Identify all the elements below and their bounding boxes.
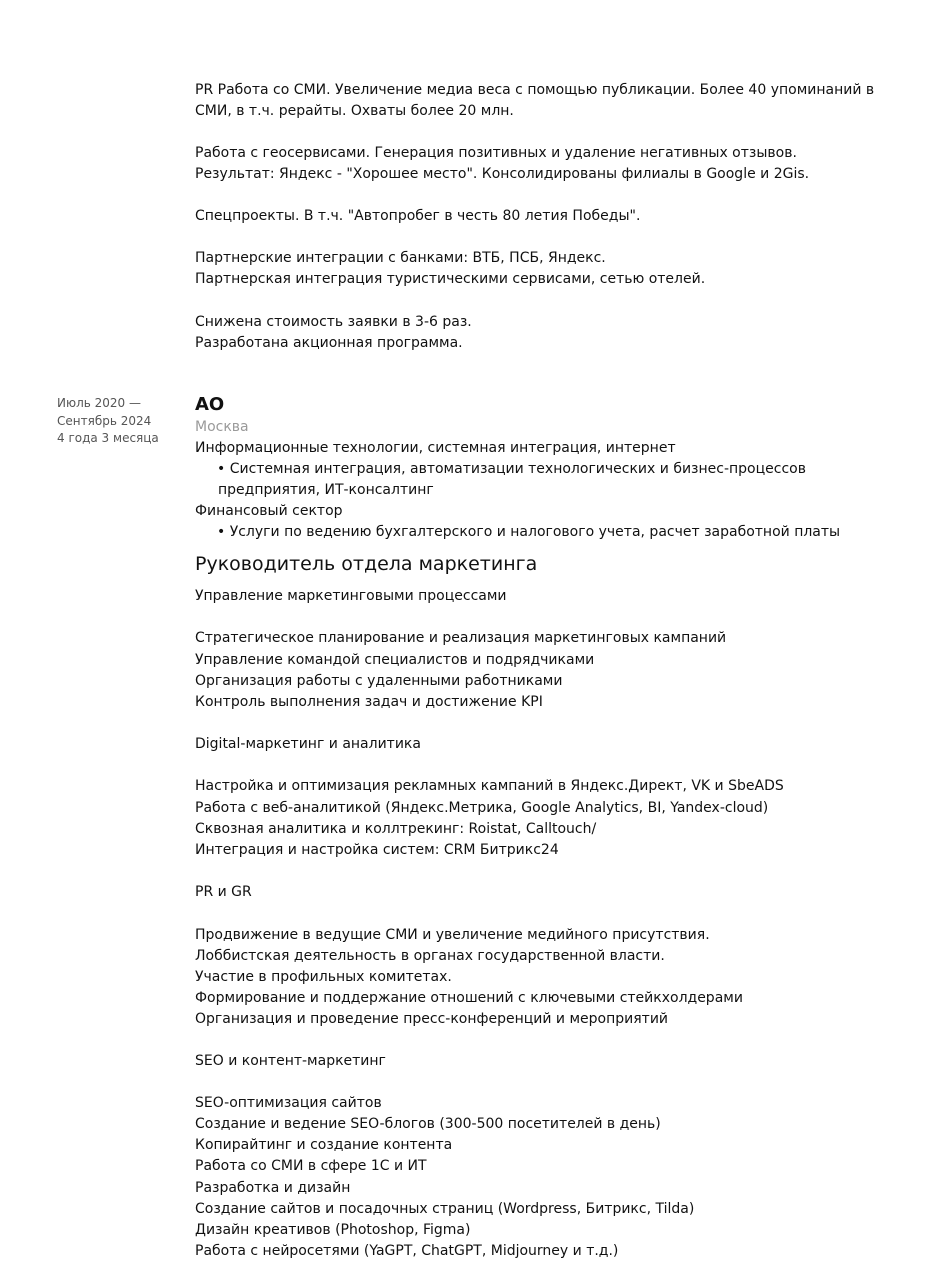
responsibility-line: Организация работы с удаленными работниками	[195, 673, 563, 689]
job-period-start: Июль 2020 —	[57, 396, 141, 410]
responsibility-line: Лоббистская деятельность в органах государственной власти.	[195, 948, 665, 964]
responsibility-line: Создание сайтов и посадочных страниц (Wordpress, Битрикс, Tilda)	[195, 1201, 695, 1217]
responsibility-line: SEO и контент-маркетинг	[195, 1053, 386, 1069]
responsibility-line: Копирайтинг и создание контента	[195, 1137, 453, 1153]
industry-line: Финансовый сектор	[195, 503, 343, 519]
responsibility-line: Digital-маркетинг и аналитика	[195, 736, 421, 752]
company-city: Москва	[195, 419, 249, 435]
responsibility-line: SEO-оптимизация сайтов	[195, 1095, 382, 1111]
responsibility-line: Работа с веб-аналитикой (Яндекс.Метрика, Google Analytics, BI, Yandex-cloud)	[195, 800, 769, 816]
job-period-end: Сентябрь 2024	[57, 413, 152, 428]
responsibility-line: Работа с нейросетями (YaGPT, ChatGPT, Midjourney и т.д.)	[195, 1243, 619, 1259]
job-duration: 4 года 3 месяца	[57, 431, 159, 445]
responsibility-line: Формирование и поддержание отношений с ключевыми стейкхолдерами	[195, 990, 743, 1006]
prev-job-line: PR Работа со СМИ. Увеличение медиа веса с помощью публикации. Более 40 упоминаний в	[195, 82, 875, 98]
responsibility-line: PR и GR	[195, 884, 252, 900]
prev-job-line: Работа с геосервисами. Генерация позитивных и удаление негативных отзывов.	[195, 145, 797, 161]
responsibility-line: Интеграция и настройка систем: CRM Битрикс24	[195, 842, 559, 858]
position-title: Руководитель отдела маркетинга	[195, 553, 538, 575]
prev-job-line: СМИ, в т.ч. рерайты. Охваты более 20 млн.	[195, 103, 514, 119]
industry-bullet-continuation: предприятия, ИТ-консалтинг	[218, 482, 434, 498]
prev-job-line: Снижена стоимость заявки в 3-6 раз.	[195, 314, 472, 330]
prev-job-line: Спецпроекты. В т.ч. "Автопробег в честь 80 летия Победы".	[195, 208, 641, 224]
responsibility-line: Разработка и дизайн	[195, 1180, 351, 1196]
industry-bullet: • Системная интеграция, автоматизации технологических и бизнес-процессов	[217, 461, 806, 477]
industry-line: Информационные технологии, системная интеграция, интернет	[195, 440, 676, 456]
responsibility-line: Организация и проведение пресс-конференций и мероприятий	[195, 1011, 669, 1027]
responsibility-line: Контроль выполнения задач и достижение KPI	[195, 694, 543, 710]
responsibility-line: Работа со СМИ в сфере 1С и ИТ	[195, 1158, 427, 1174]
prev-job-line: Партнерская интеграция туристическими сервисами, сетью отелей.	[195, 271, 706, 287]
prev-job-line: Партнерские интеграции с банками: ВТБ, ПСБ, Яндекс.	[195, 250, 606, 266]
prev-job-line: Разработана акционная программа.	[195, 335, 463, 351]
responsibility-line: Настройка и оптимизация рекламных кампаний в Яндекс.Директ, VK и SbeADS	[195, 778, 784, 794]
responsibility-line: Дизайн креативов (Photoshop, Figma)	[195, 1222, 471, 1238]
responsibility-line: Управление маркетинговыми процессами	[195, 588, 507, 604]
company-name: АО	[195, 394, 225, 415]
responsibility-line: Стратегическое планирование и реализация маркетинговых кампаний	[195, 630, 727, 646]
responsibility-line: Сквозная аналитика и коллтрекинг: Roistat, Calltouch/	[195, 821, 597, 837]
responsibility-line: Продвижение в ведущие СМИ и увеличение медийного присутствия.	[195, 927, 710, 943]
industry-bullet: • Услуги по ведению бухгалтерского и налогового учета, расчет заработной платы	[217, 524, 841, 540]
responsibility-line: Управление командой специалистов и подрядчиками	[195, 652, 595, 668]
prev-job-line: Результат: Яндекс - "Хорошее место". Консолидированы филиалы в Google и 2Gis.	[195, 166, 810, 182]
responsibility-line: Участие в профильных комитетах.	[195, 969, 452, 985]
responsibility-line: Создание и ведение SEO-блогов (300-500 посетителей в день)	[195, 1116, 661, 1132]
